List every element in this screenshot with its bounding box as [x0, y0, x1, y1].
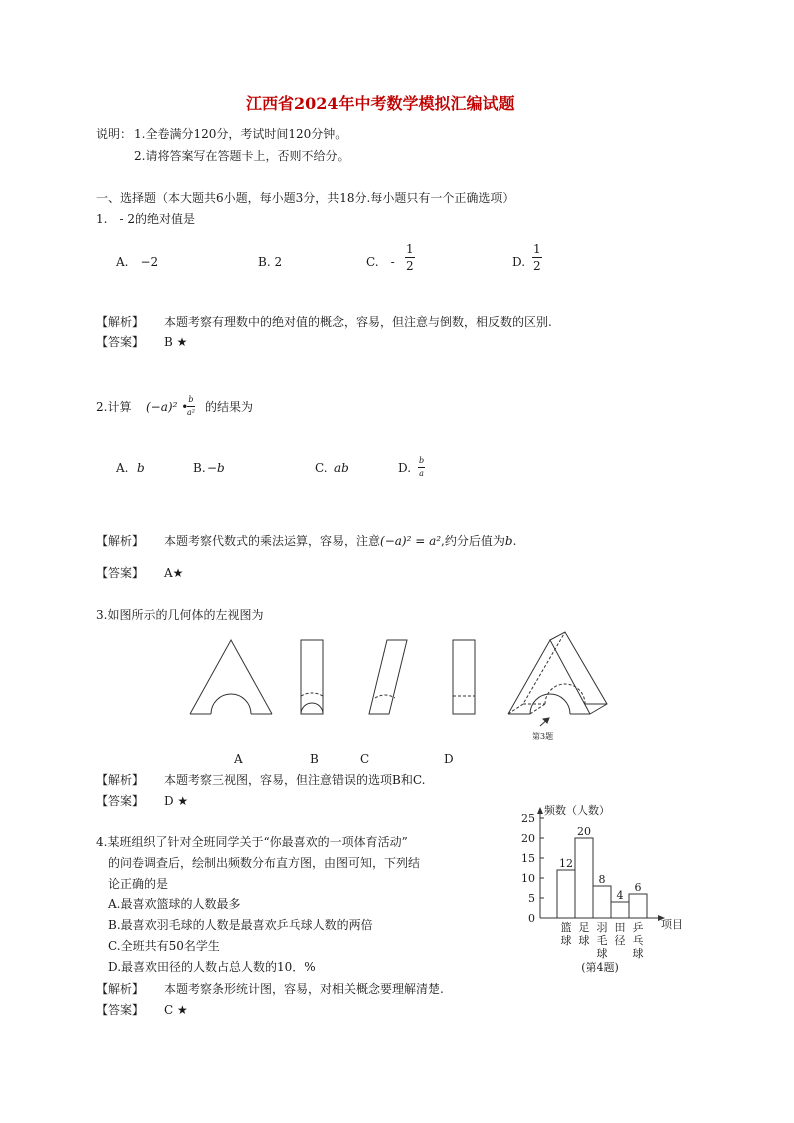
q1-option-d-fraction [532, 243, 542, 272]
q1-option-a: A. −2 [116, 255, 159, 269]
bar-value-label: 4 [616, 889, 624, 902]
q2-analysis-label: 【解析】 [96, 534, 145, 548]
q2-stem-fraction [187, 396, 195, 417]
bar [611, 902, 629, 918]
q3-option-a: A [234, 752, 243, 766]
q1-c-denominator: 2 [406, 259, 414, 273]
q2-stem-denominator: a² [187, 408, 195, 417]
q2-analysis [164, 535, 516, 547]
y-tick-label: 15 [521, 852, 535, 865]
bar [557, 870, 575, 918]
y-tick-label: 0 [528, 912, 535, 925]
q2-analysis-end: . [512, 534, 517, 548]
q3-figure-caption: 第3题 [532, 732, 554, 741]
q3-answer-label: 【答案】 [96, 794, 145, 808]
q1-stem: 1. - 2的绝对值是 [96, 212, 195, 226]
category-label: 径 [614, 934, 626, 947]
q3-answer: D ★ [164, 794, 189, 808]
y-tick-label: 20 [521, 832, 535, 845]
category-label: 乓 [632, 934, 644, 947]
q4-answer: C ★ [164, 1003, 188, 1017]
q1-option-b: B. 2 [258, 255, 283, 269]
category-label: 毛 [596, 934, 608, 947]
q3-option-c: C [360, 752, 370, 766]
q3-view-d [453, 640, 475, 714]
q1-analysis-label: 【解析】 [96, 315, 145, 329]
q4-option-b: B.最喜欢羽毛球的人数是最喜欢乒乓球人数的两倍 [108, 918, 373, 932]
category-label: 乒 [632, 921, 644, 934]
q4-option-a: A.最喜欢篮球的人数最多 [108, 897, 241, 911]
category-label: 球 [632, 947, 644, 960]
q4-answer-label: 【答案】 [96, 1003, 145, 1017]
bar-value-label: 8 [598, 873, 606, 886]
q3-analysis-label: 【解析】 [96, 773, 145, 787]
q2-option-d-label: D. [398, 461, 412, 475]
q1-c-numerator: 1 [406, 242, 414, 256]
chart-caption: (第4题) [581, 961, 619, 974]
y-axis-arrow [537, 807, 543, 814]
q2-option-a-label: A. [116, 461, 129, 475]
y-axis-label: 频数（人数） [544, 804, 610, 817]
q2-d-denominator: a [419, 469, 424, 478]
q4-option-c: C.全班共有50名学生 [108, 939, 220, 953]
chart-plot [521, 803, 683, 974]
q3-analysis: 本题考察三视图，容易，但注意错误的选项B和C. [164, 773, 426, 787]
q1-analysis: 本题考察有理数中的绝对值的概念，容易，但注意与倒数，相反数的区别. [164, 315, 552, 329]
category-label: 球 [560, 934, 572, 947]
notes-line-1: 1.全卷满分120分，考试时间120分钟。 [134, 127, 348, 141]
section-heading: 一、选择题（本大题共6小题，每小题3分，共18分.每小题只有一个正确选项） [96, 191, 515, 205]
q2-option-b-label: B. [193, 461, 206, 475]
q1-d-numerator: 1 [533, 242, 541, 256]
category-label: 田 [614, 921, 626, 934]
q2-stem-suffix: 的结果为 [205, 400, 254, 414]
q2-expression: (−a)² • [146, 400, 189, 414]
q3-view-a [190, 640, 272, 714]
q2-option-c: ab [334, 461, 349, 475]
q4-stem-line-3: 论正确的是 [108, 877, 169, 891]
q4-option-d: D.最喜欢田径的人数占总人数的10．% [108, 960, 316, 974]
y-tick-label: 25 [521, 812, 535, 825]
q2-option-b: −b [207, 461, 225, 475]
q2-analysis-text: 本题考察代数式的乘法运算，容易，注意 [164, 534, 381, 548]
q2-option-a: b [137, 461, 145, 475]
category-label: 球 [596, 947, 608, 960]
q3-option-b: B [310, 752, 319, 766]
notes-label: 说明： [96, 127, 133, 141]
q2-option-c-label: C. [315, 461, 328, 475]
bar-value-label: 20 [577, 825, 591, 838]
category-label: 球 [578, 934, 590, 947]
q4-stem-line-1: 4.某班组织了针对全班同学关于“你最喜欢的一项体育活动” [96, 835, 408, 849]
q4-bar-chart [500, 798, 700, 983]
category-label: 羽 [596, 921, 608, 934]
q2-analysis-text-2: ,约分后值为 [441, 534, 505, 548]
x-axis-label: 项目 [661, 918, 683, 931]
bar [593, 886, 611, 918]
q2-answer-label: 【答案】 [96, 566, 145, 580]
q4-analysis-label: 【解析】 [96, 982, 145, 996]
bar [575, 838, 593, 918]
q2-answer: A★ [164, 566, 184, 580]
q1-answer-label: 【答案】 [96, 335, 145, 349]
q1-option-c-fraction [405, 243, 415, 272]
q1-answer: B ★ [164, 335, 188, 349]
bar-value-label: 6 [634, 881, 642, 894]
q1-option-d-prefix: D. [512, 255, 526, 269]
q2-analysis-math: (−a)² = a² [380, 534, 442, 548]
q3-stem: 3.如图所示的几何体的左视图为 [96, 608, 264, 622]
q4-analysis: 本题考察条形统计图，容易，对相关概念要理解清楚. [164, 982, 444, 996]
q2-stem-numerator: b [188, 395, 194, 404]
q2-analysis-var: b [504, 534, 513, 548]
q3-figures [185, 628, 625, 748]
category-label: 足 [578, 921, 590, 934]
q1-option-c-prefix: C. - [366, 255, 395, 269]
q2-d-numerator: b [419, 456, 425, 465]
notes-line-2: 2.请将答案写在答题卡上，否则不给分。 [134, 149, 350, 163]
q1-d-denominator: 2 [533, 259, 541, 273]
bar [629, 894, 647, 918]
y-tick-label: 10 [521, 872, 535, 885]
category-label: 篮 [560, 921, 572, 934]
page-title: 江西省2024年中考数学模拟汇编试题 [246, 94, 515, 113]
q4-stem-line-2: 的问卷调查后，绘制出频数分布直方图，由图可知，下列结 [108, 856, 421, 870]
q2-stem-prefix: 2.计算 [96, 400, 132, 414]
q3-option-d: D [444, 752, 454, 766]
q3-solid [508, 632, 607, 726]
bar-value-label: 12 [559, 857, 573, 870]
q2-option-d-fraction [418, 457, 425, 478]
q3-view-c [369, 640, 407, 714]
y-tick-label: 5 [528, 892, 535, 905]
q3-view-b [301, 640, 323, 714]
